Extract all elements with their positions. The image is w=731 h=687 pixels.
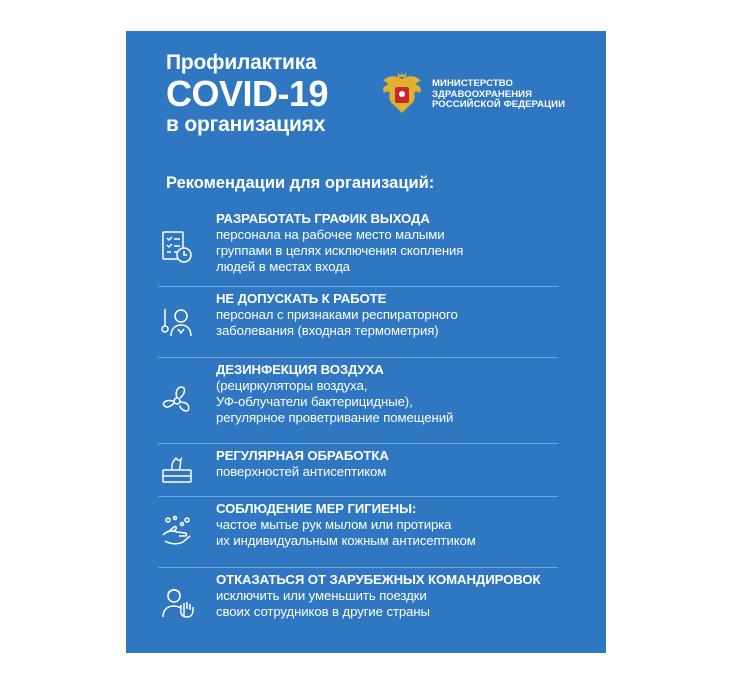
title-covid: COVID-19 (166, 73, 329, 114)
item-text: (рециркуляторы воздуха, (216, 378, 368, 393)
item-heading: ОТКАЗАТЬСЯ ОТ ЗАРУБЕЖНЫХ КОМАНДИРОВОК (216, 572, 541, 587)
item-heading: РАЗРАБОТАТЬ ГРАФИК ВЫХОДА (216, 211, 430, 226)
list-item (158, 497, 558, 568)
fan-icon (158, 358, 196, 443)
item-heading: ДЕЗИНФЕКЦИЯ ВОЗДУХА (216, 362, 384, 377)
item-text: своих сотрудников в другие страны (216, 604, 430, 619)
item-text: регулярное проветривание помещений (216, 410, 454, 425)
item-heading: СОБЛЮДЕНИЕ МЕР ГИГИЕНЫ: (216, 501, 417, 516)
item-text: группами в целях исключения скопления (216, 243, 464, 258)
list-item (158, 358, 558, 444)
item-heading: НЕ ДОПУСКАТЬ К РАБОТЕ (216, 291, 387, 306)
hand-washing-icon (158, 497, 196, 567)
list-item (158, 568, 558, 638)
thermometer-person-icon (158, 287, 196, 357)
item-text: частое мытье рук мылом или протирка (216, 517, 452, 532)
item-text: персонала на рабочее место малыми (216, 227, 445, 242)
ministry-line-2: ЗДРАВООХРАНЕНИЯ (432, 88, 533, 100)
item-text: персонал с признаками респираторного (216, 307, 458, 322)
item-text: поверхностей антисептиком (216, 464, 387, 479)
ministry-line-1: МИНИСТЕРСТВО (432, 78, 513, 90)
list-item (158, 444, 558, 497)
ministry-line-3: РОССИЙСКОЙ ФЕДЕРАЦИИ (432, 99, 566, 111)
item-text: заболевания (входная термометрия) (216, 323, 439, 338)
item-text: исключить или уменьшить поездки (216, 588, 427, 603)
title-line-3: в организациях (166, 113, 326, 136)
list-item (158, 207, 558, 287)
item-text: УФ-облучатели бактерицидные), (216, 394, 413, 409)
stop-hand-person-icon (158, 568, 196, 638)
coat-of-arms-icon (380, 71, 424, 119)
item-heading: РЕГУЛЯРНАЯ ОБРАБОТКА (216, 448, 389, 463)
item-text: их индивидуальным кожным антисептиком (216, 533, 476, 548)
list-item (158, 287, 558, 358)
ministry-name (432, 79, 565, 111)
recommendations-list (158, 207, 558, 638)
poster (126, 31, 606, 653)
wipes-box-icon (158, 444, 196, 496)
title-block (166, 51, 328, 137)
item-text: людей в местах входа (216, 259, 351, 274)
title-line-1: Профилактика (166, 51, 317, 74)
ministry-logo (380, 71, 565, 119)
recommendations-heading: Рекомендации для организаций: (166, 174, 435, 192)
schedule-clock-icon (158, 207, 196, 286)
